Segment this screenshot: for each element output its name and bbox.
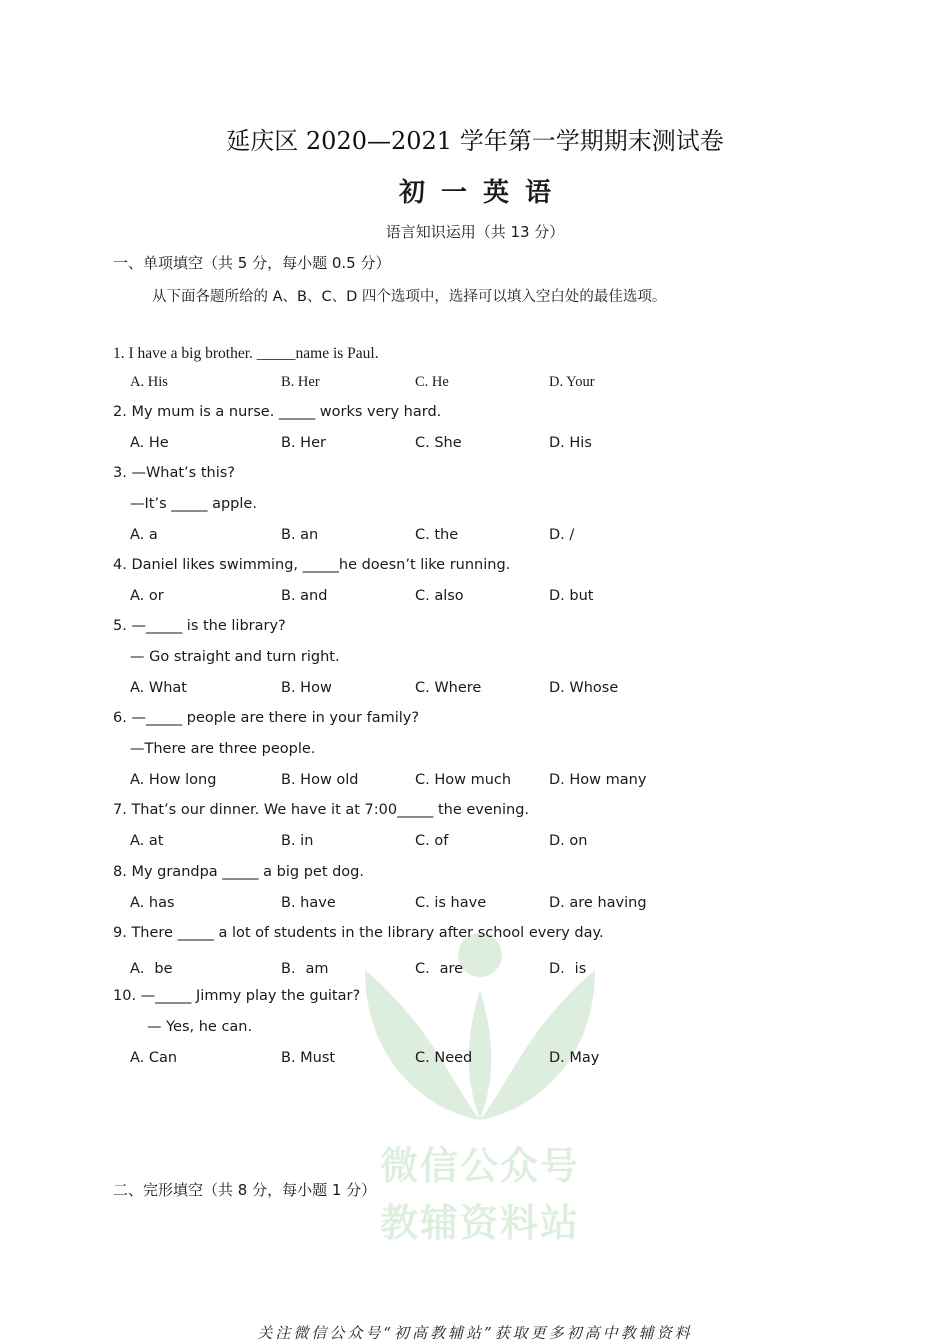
option-a: A. How long: [130, 772, 217, 788]
question-3-options: [0, 527, 950, 547]
question-8-options: [0, 895, 950, 915]
question-10-options: [0, 1050, 950, 1070]
question-6-options: [0, 772, 950, 792]
option-d: D. but: [549, 588, 594, 604]
watermark-line1: 微信公众号: [379, 1144, 580, 1188]
watermark: [355, 930, 605, 1250]
option-b: B. How: [281, 680, 332, 696]
question-4-options: [0, 588, 950, 608]
option-a: A. He: [130, 435, 169, 451]
option-c: C. How much: [415, 772, 512, 788]
option-a: A. at: [130, 833, 164, 849]
part1-instruction: 从下面各题所给的 A、B、C、D 四个选项中，选择可以填入空白处的最佳选项。: [152, 289, 667, 305]
question-9-options: [0, 957, 950, 977]
option-a: A. a: [130, 527, 158, 543]
footer-promo: 关注微信公众号“初高教辅站”获取更多初高中教辅资料: [257, 1324, 693, 1342]
exam-subject: 初一英语: [398, 178, 567, 208]
question-4-stem: 4. Daniel likes swimming, _____he doesn’t like running.: [113, 557, 511, 573]
question-1-stem: 1. I have a big brother. _____name is Paul.: [113, 345, 379, 362]
option-d: D. May: [549, 1050, 600, 1066]
option-b: B. an: [281, 527, 319, 543]
option-b: B．am: [281, 961, 329, 977]
question-5-options: [0, 680, 950, 700]
option-c: C. the: [415, 527, 459, 543]
option-c: C．are: [415, 961, 464, 977]
question-6-line2: —There are three people.: [130, 741, 316, 757]
option-a: A. or: [130, 588, 164, 604]
option-d: D. on: [549, 833, 588, 849]
option-d: D. His: [549, 435, 592, 451]
option-c: C. Need: [415, 1050, 473, 1066]
option-c: C. He: [415, 374, 449, 390]
question-5-line2: — Go straight and turn right.: [130, 649, 340, 665]
option-c: C. also: [415, 588, 464, 604]
question-3-stem: 3. —What’s this?: [113, 465, 235, 481]
question-9-stem: 9. There _____ a lot of students in the library after school every day.: [113, 925, 604, 941]
option-d: D. are having: [549, 895, 647, 911]
option-d: D. Your: [549, 374, 595, 390]
option-a: A. Can: [130, 1050, 178, 1066]
option-c: C. Where: [415, 680, 482, 696]
option-c: C. is have: [415, 895, 487, 911]
option-a: A. What: [130, 680, 187, 696]
part2-heading: 二、完形填空（共 8 分，每小题 1 分）: [113, 1181, 377, 1199]
question-7-options: [0, 833, 950, 853]
option-b: B. How old: [281, 772, 359, 788]
option-a: A. has: [130, 895, 175, 911]
section-note: 语言知识运用（共 13 分）: [385, 223, 565, 241]
question-5-stem: 5. —_____ is the library?: [113, 618, 286, 634]
option-b: B. have: [281, 895, 336, 911]
watermark-line2: 教辅资料站: [379, 1201, 580, 1245]
question-2-stem: 2. My mum is a nurse. _____ works very hard.: [113, 404, 442, 420]
question-2-options: [0, 435, 950, 455]
option-a: A．be: [130, 961, 173, 977]
question-6-stem: 6. —_____ people are there in your family?: [113, 710, 420, 726]
option-c: C. of: [415, 833, 449, 849]
part1-heading: 一、单项填空（共 5 分，每小题 0.5 分）: [113, 254, 391, 272]
option-b: B. Her: [281, 374, 320, 390]
option-b: B. and: [281, 588, 328, 604]
option-b: B. Must: [281, 1050, 336, 1066]
question-8-stem: 8. My grandpa _____ a big pet dog.: [113, 864, 364, 880]
option-d: D. /: [549, 527, 575, 543]
option-a: A. His: [130, 374, 168, 390]
option-c: C. She: [415, 435, 462, 451]
question-10-line2: — Yes, he can.: [147, 1019, 253, 1035]
question-7-stem: 7. That’s our dinner. We have it at 7:00_____ the evening.: [113, 802, 530, 818]
option-b: B. Her: [281, 435, 326, 451]
option-b: B. in: [281, 833, 314, 849]
option-d: D. How many: [549, 772, 647, 788]
option-d: D．is: [549, 961, 587, 977]
question-3-line2: —It’s _____ apple.: [130, 496, 257, 512]
question-10-stem: 10. —_____ Jimmy play the guitar?: [113, 988, 361, 1004]
exam-title: 延庆区 2020—2021 学年第一学期期末测试卷: [226, 127, 724, 155]
option-d: D. Whose: [549, 680, 619, 696]
question-1-options: [0, 374, 950, 394]
